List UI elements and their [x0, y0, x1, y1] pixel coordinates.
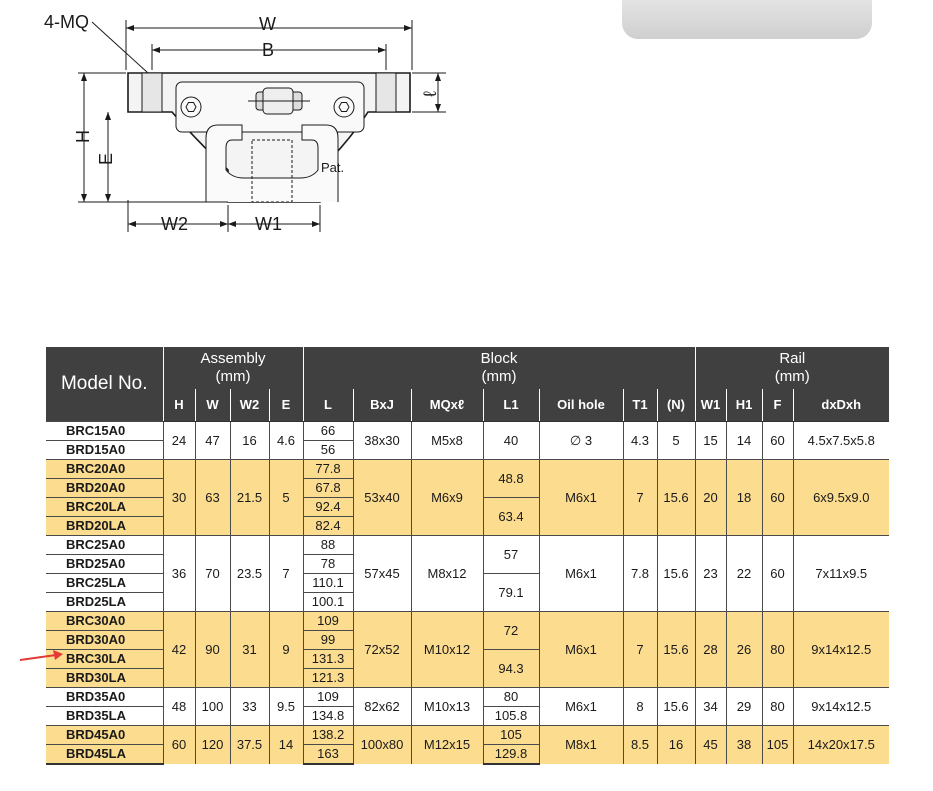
cell-l1: 40 [483, 422, 539, 460]
model-cell: BRD25LA [46, 593, 163, 612]
cell-bxj: 38x30 [353, 422, 411, 460]
column-header: MQxℓ [411, 389, 483, 422]
cell-w: 47 [195, 422, 230, 460]
model-cell: BRC30LA [46, 650, 163, 669]
cell-oil: ∅ 3 [539, 422, 623, 460]
cell-l: 99 [303, 631, 353, 650]
cell-w2: 31 [230, 612, 269, 688]
cell-e: 9.5 [269, 688, 303, 726]
model-cell: BRD25A0 [46, 555, 163, 574]
column-header: L1 [483, 389, 539, 422]
header-rail: Rail (mm) [695, 347, 889, 389]
cell-f: 60 [762, 422, 793, 460]
cell-mqxl: M6x9 [411, 460, 483, 536]
label-pat: Pat. [321, 160, 345, 175]
cell-t1: 7.8 [623, 536, 657, 612]
cell-w1: 20 [695, 460, 726, 536]
cell-f: 60 [762, 460, 793, 536]
cell-mqxl: M5x8 [411, 422, 483, 460]
label-w1: W1 [255, 214, 282, 234]
cell-mqxl: M8x12 [411, 536, 483, 612]
cell-oil: M6x1 [539, 688, 623, 726]
cell-mqxl: M10x12 [411, 612, 483, 688]
cell-l: 92.4 [303, 498, 353, 517]
model-cell: BRD30LA [46, 669, 163, 688]
cell-bxj: 72x52 [353, 612, 411, 688]
cell-h: 36 [163, 536, 195, 612]
cell-t1: 7 [623, 612, 657, 688]
spec-table [46, 347, 889, 765]
cell-l1: 80 [483, 688, 539, 707]
cell-n: 15.6 [657, 612, 695, 688]
cell-w1: 45 [695, 726, 726, 765]
label-l: ℓ [420, 91, 440, 97]
cell-oil: M6x1 [539, 612, 623, 688]
model-cell: BRD15A0 [46, 441, 163, 460]
cell-bxj: 100x80 [353, 726, 411, 765]
cell-w1: 23 [695, 536, 726, 612]
cell-l: 66 [303, 422, 353, 441]
table-row [46, 536, 889, 555]
cell-n: 5 [657, 422, 695, 460]
cell-oil: M6x1 [539, 536, 623, 612]
cell-l: 88 [303, 536, 353, 555]
cell-e: 9 [269, 612, 303, 688]
cell-h: 30 [163, 460, 195, 536]
highlight-arrow-icon [20, 649, 64, 665]
table-row [46, 726, 889, 745]
cell-f: 60 [762, 536, 793, 612]
cell-oil: M8x1 [539, 726, 623, 765]
cell-ddh: 9x14x12.5 [793, 612, 889, 688]
cell-l1: 129.8 [483, 745, 539, 765]
label-4-mq: 4-MQ [44, 12, 89, 32]
cell-n: 15.6 [657, 536, 695, 612]
cell-l1: 63.4 [483, 498, 539, 536]
column-header: H1 [726, 389, 762, 422]
cell-w1: 34 [695, 688, 726, 726]
cell-l1: 79.1 [483, 574, 539, 612]
cell-l: 109 [303, 612, 353, 631]
cell-f: 80 [762, 688, 793, 726]
cell-bxj: 82x62 [353, 688, 411, 726]
cell-f: 105 [762, 726, 793, 765]
cell-t1: 8.5 [623, 726, 657, 765]
model-cell: BRD45LA [46, 745, 163, 765]
model-cell: BRC15A0 [46, 422, 163, 441]
cell-t1: 8 [623, 688, 657, 726]
header-assembly: Assembly (mm) [163, 347, 303, 389]
cell-w2: 16 [230, 422, 269, 460]
cell-h: 60 [163, 726, 195, 765]
label-w: W [259, 14, 276, 34]
cell-ddh: 6x9.5x9.0 [793, 460, 889, 536]
table-row [46, 688, 889, 707]
table-row [46, 612, 889, 631]
cell-w: 120 [195, 726, 230, 765]
cell-mqxl: M12x15 [411, 726, 483, 765]
model-cell: BRC30A0 [46, 612, 163, 631]
label-w2: W2 [161, 214, 188, 234]
model-cell: BRD20A0 [46, 479, 163, 498]
label-h: H [73, 130, 93, 143]
cell-w2: 37.5 [230, 726, 269, 765]
cell-h1: 18 [726, 460, 762, 536]
cell-ddh: 14x20x17.5 [793, 726, 889, 765]
cell-l: 110.1 [303, 574, 353, 593]
header-model-no: Model No. [46, 347, 163, 422]
column-header: E [269, 389, 303, 422]
cell-n: 15.6 [657, 460, 695, 536]
model-cell: BRC25LA [46, 574, 163, 593]
cell-n: 15.6 [657, 688, 695, 726]
cell-e: 5 [269, 460, 303, 536]
column-header: W2 [230, 389, 269, 422]
cell-oil: M6x1 [539, 460, 623, 536]
cell-h1: 14 [726, 422, 762, 460]
model-cell: BRD30A0 [46, 631, 163, 650]
cell-bxj: 57x45 [353, 536, 411, 612]
product-photo-fragment [622, 0, 872, 39]
cell-h: 42 [163, 612, 195, 688]
cell-l: 109 [303, 688, 353, 707]
cell-l1: 57 [483, 536, 539, 574]
cell-h1: 22 [726, 536, 762, 612]
model-cell: BRD35LA [46, 707, 163, 726]
cell-l: 82.4 [303, 517, 353, 536]
cell-ddh: 9x14x12.5 [793, 688, 889, 726]
cell-l: 56 [303, 441, 353, 460]
cell-l: 77.8 [303, 460, 353, 479]
cell-l: 78 [303, 555, 353, 574]
cell-l1: 94.3 [483, 650, 539, 688]
label-e: E [96, 152, 116, 165]
cell-h1: 26 [726, 612, 762, 688]
model-cell: BRD20LA [46, 517, 163, 536]
cell-w2: 33 [230, 688, 269, 726]
cell-w: 63 [195, 460, 230, 536]
cell-l: 163 [303, 745, 353, 765]
cell-l: 134.8 [303, 707, 353, 726]
cell-l: 131.3 [303, 650, 353, 669]
table-row [46, 460, 889, 479]
cell-l1: 72 [483, 612, 539, 650]
column-header: T1 [623, 389, 657, 422]
cell-l: 100.1 [303, 593, 353, 612]
column-header: (N) [657, 389, 695, 422]
cell-l: 67.8 [303, 479, 353, 498]
table-row [46, 422, 889, 441]
cell-w2: 23.5 [230, 536, 269, 612]
model-cell: BRD35A0 [46, 688, 163, 707]
cell-ddh: 7x11x9.5 [793, 536, 889, 612]
header-block: Block (mm) [303, 347, 695, 389]
cell-mqxl: M10x13 [411, 688, 483, 726]
cell-h1: 29 [726, 688, 762, 726]
cell-t1: 4.3 [623, 422, 657, 460]
cell-w1: 15 [695, 422, 726, 460]
cell-l1: 105 [483, 726, 539, 745]
cell-w2: 21.5 [230, 460, 269, 536]
cell-bxj: 53x40 [353, 460, 411, 536]
cell-ddh: 4.5x7.5x5.8 [793, 422, 889, 460]
block-cross-section-drawing [0, 0, 470, 245]
model-cell: BRC25A0 [46, 536, 163, 555]
cell-w1: 28 [695, 612, 726, 688]
column-header: W1 [695, 389, 726, 422]
model-cell: BRD45A0 [46, 726, 163, 745]
cell-e: 14 [269, 726, 303, 765]
column-header: L [303, 389, 353, 422]
cell-n: 16 [657, 726, 695, 765]
column-header: F [762, 389, 793, 422]
model-cell: BRC20A0 [46, 460, 163, 479]
cell-f: 80 [762, 612, 793, 688]
column-header: H [163, 389, 195, 422]
cell-h1: 38 [726, 726, 762, 765]
cell-l: 138.2 [303, 726, 353, 745]
cell-e: 7 [269, 536, 303, 612]
cell-h: 48 [163, 688, 195, 726]
column-header: Oil hole [539, 389, 623, 422]
column-header: BxJ [353, 389, 411, 422]
cell-w: 100 [195, 688, 230, 726]
cell-w: 70 [195, 536, 230, 612]
cell-t1: 7 [623, 460, 657, 536]
cell-e: 4.6 [269, 422, 303, 460]
cell-h: 24 [163, 422, 195, 460]
cell-l1: 105.8 [483, 707, 539, 726]
cell-l: 121.3 [303, 669, 353, 688]
cell-w: 90 [195, 612, 230, 688]
model-cell: BRC20LA [46, 498, 163, 517]
cell-l1: 48.8 [483, 460, 539, 498]
column-header: W [195, 389, 230, 422]
column-header: dxDxh [793, 389, 889, 422]
label-b: B [262, 40, 275, 60]
